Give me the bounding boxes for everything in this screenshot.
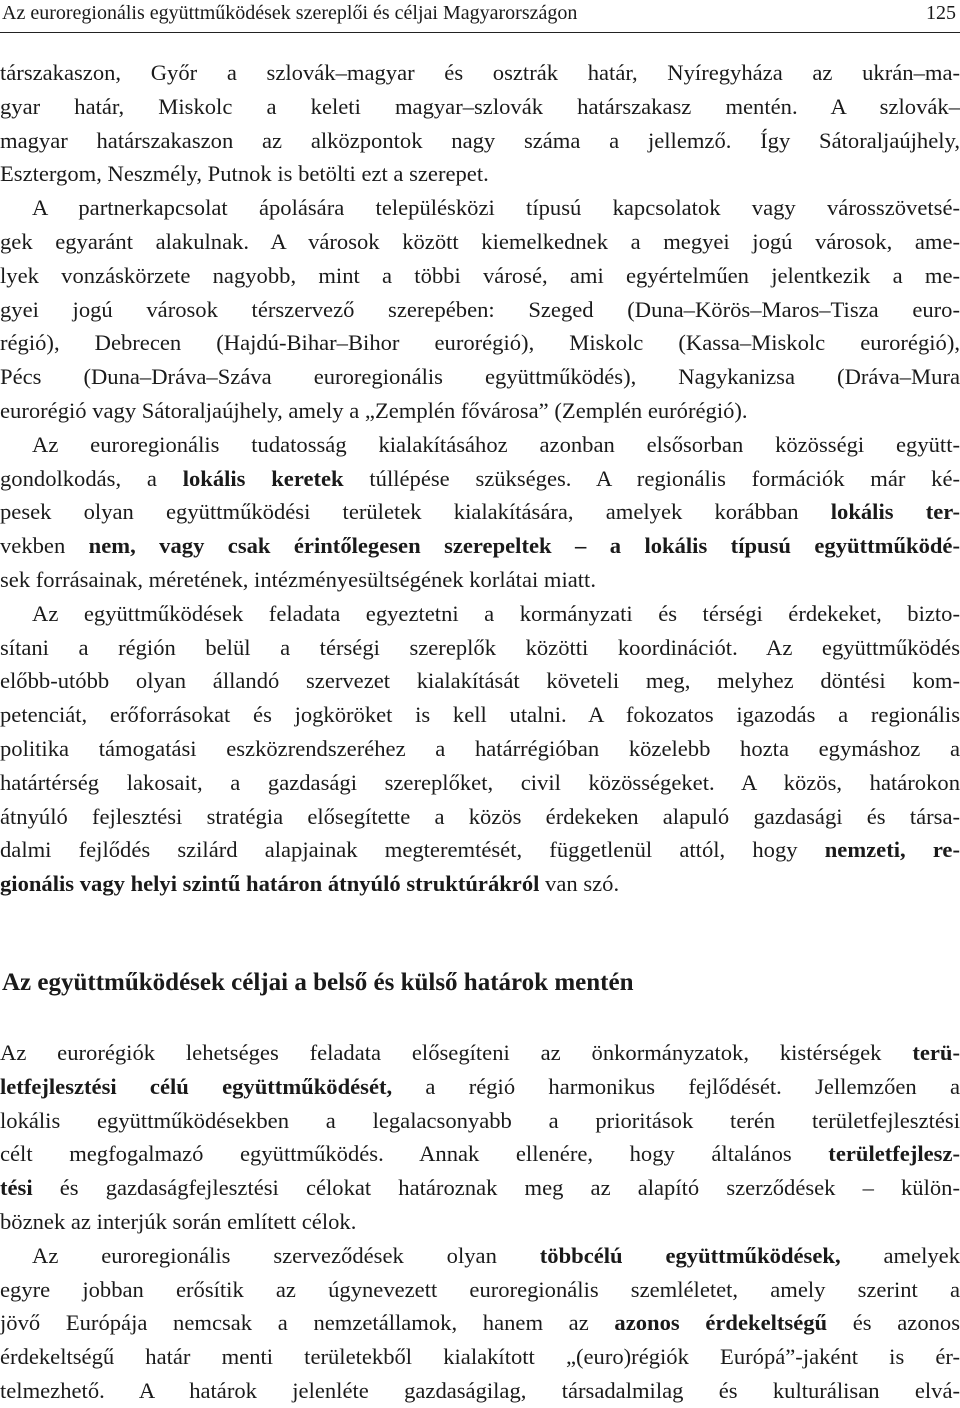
text-run: eurorégió vagy Sátoraljaújhely, amely a „Zemplén fővárosa” (Zemplén eurórégió). xyxy=(0,397,748,423)
bold-phrase: lokális ter- xyxy=(830,499,960,525)
text-line xyxy=(0,563,960,597)
text-line xyxy=(0,1137,960,1171)
text-run: és gazdaságfejlesztési célokat határoznak meg az alapító szerződések – külön- xyxy=(32,1175,960,1201)
text-line xyxy=(0,1374,960,1408)
text-run: telmezhető. A határok jelenléte gazdaságilag, társadalmilag és kulturálisan elvá- xyxy=(0,1377,960,1403)
text-line xyxy=(0,1205,960,1239)
text-run: lokális együttműködésekben a legalacsonyabb a prioritások terén területfejlesztési xyxy=(0,1107,960,1133)
text-run: van szó. xyxy=(539,871,620,897)
text-line xyxy=(0,1171,960,1205)
text-line xyxy=(0,259,960,293)
text-run: Az euroregionális szerveződések olyan xyxy=(32,1242,540,1268)
text-run: pesek olyan együttműködési területek kialakítására, amelyek korábban xyxy=(0,499,831,525)
text-line xyxy=(0,428,960,462)
text-line xyxy=(0,495,960,529)
text-run: Az együttműködések feladata egyeztetni a kormányzati és térségi érdekeket, bizto- xyxy=(32,600,960,626)
text-run: Esztergom, Neszmély, Putnok is betölti ezt a szerepet. xyxy=(0,161,489,187)
text-line xyxy=(0,225,960,259)
text-run: magyar határszakaszon az alközpontok nagy száma a jellemző. Így Sátoraljaújhely, xyxy=(0,127,960,153)
bold-phrase: letfejlesztési célú együttműködését, xyxy=(0,1073,393,1099)
bold-phrase: azonos érdekeltségű xyxy=(614,1310,828,1336)
text-line xyxy=(0,124,960,158)
running-header xyxy=(0,0,960,33)
text-run: vekben xyxy=(0,533,66,559)
text-line xyxy=(0,833,960,867)
text-run: érdekeltségű határ menti területekből kialakított „(euro)régiók Európá”-jaként is ér- xyxy=(0,1344,960,1370)
bold-phrase: lokális keretek xyxy=(182,465,344,491)
body-text-section-2 xyxy=(0,1036,960,1408)
text-run: lyek vonzáskörzete nagyobb, mint a többi városé, ami egyértelműen jelentkezik a me- xyxy=(0,262,960,288)
section-heading: Az együttműködések céljai a belső és külső határok mentén xyxy=(2,969,634,996)
text-run: Pécs (Duna–Dráva–Száva euroregionális együttműködés), Nagykanizsa (Dráva–Mura xyxy=(0,364,960,390)
text-run: böznek az interjúk során említett célok. xyxy=(0,1208,357,1234)
text-line xyxy=(0,1340,960,1374)
text-run: túllépése szükséges. A regionális formációk már ké- xyxy=(343,465,960,491)
text-line xyxy=(0,597,960,631)
text-line xyxy=(0,394,960,428)
text-run: és azonos xyxy=(827,1310,960,1336)
text-line xyxy=(0,1070,960,1104)
text-run: dalmi fejlődés szilárd alapjainak megteremtését, függetlenül attól, hogy xyxy=(0,837,825,863)
bold-phrase: tési xyxy=(0,1175,33,1201)
text-run: sek forrásainak, méretének, intézményesültségének korlátai miatt. xyxy=(0,566,596,592)
text-line xyxy=(0,56,960,90)
text-run: A partnerkapcsolat ápolására településközi típusú kapcsolatok vagy városszövetsé- xyxy=(32,195,960,221)
text-run: Az euroregionális tudatosság kialakításához azonban elsősorban közösségi együtt- xyxy=(32,431,960,457)
text-run: egyre jobban erősítik az úgynevezett euroregionális szemléletet, amely szerint a xyxy=(0,1276,960,1302)
text-run: Az eurorégiók lehetséges feladata elősegíteni az önkormányzatok, kistérségek xyxy=(0,1040,913,1065)
text-line xyxy=(0,90,960,124)
text-run: politika támogatási eszközrendszeréhez a határrégióban közelebb hozta egymáshoz a xyxy=(0,735,960,761)
text-run: gyar határ, Miskolc a keleti magyar–szlovák határszakasz mentén. A szlovák– xyxy=(0,93,960,119)
text-run: gyei jogú városok térszervező szerepében: Szeged (Duna–Körös–Maros–Tisza euro- xyxy=(0,296,960,322)
text-line xyxy=(0,1036,960,1070)
text-line xyxy=(0,157,960,191)
text-line xyxy=(0,800,960,834)
bold-phrase: terü- xyxy=(912,1040,960,1065)
text-line xyxy=(0,631,960,665)
text-line xyxy=(0,1104,960,1138)
text-run: előbb-utóbb olyan állandó szervezet kialakítását követeli meg, melyhez döntési kom- xyxy=(0,668,960,694)
text-line xyxy=(0,1239,960,1273)
text-line xyxy=(0,360,960,394)
text-run: gondolkodás, a xyxy=(0,465,183,491)
text-run: sítani a régión belül a térségi szereplők közötti koordinációt. Az együttműködés xyxy=(0,634,960,660)
text-run: gek egyaránt alakulnak. A városok között kiemelkednek a megyei jogú városok, ame- xyxy=(0,228,960,254)
page-number: 125 xyxy=(926,2,956,24)
bold-phrase: többcélú együttműködések, xyxy=(539,1242,841,1268)
text-run: a régió harmonikus fejlődését. Jellemzően a xyxy=(392,1073,960,1099)
text-run: határtérség lakosait, a gazdasági szereplőket, civil közösségeket. A közös, határokon xyxy=(0,769,960,795)
text-line xyxy=(0,191,960,225)
text-line xyxy=(0,462,960,496)
text-line xyxy=(0,766,960,800)
bold-phrase: nem, vagy csak érintőlegesen szerepeltek – a lokális típusú együttműködé- xyxy=(65,533,960,559)
body-text-section-1 xyxy=(0,56,960,901)
text-line xyxy=(0,698,960,732)
bold-phrase: területfejlesz- xyxy=(828,1141,960,1167)
running-header-title: Az euroregionális együttműködések szereplői és céljai Magyarországon xyxy=(2,2,578,24)
text-line xyxy=(0,867,960,901)
text-run: régió), Debrecen (Hajdú-Bihar–Bihor eurorégió), Miskolc (Kassa–Miskolc eurorégió), xyxy=(0,330,960,356)
text-line xyxy=(0,1273,960,1307)
text-run: átnyúló fejlesztési stratégia elősegítette a közös érdekeken alapuló gazdasági és társa- xyxy=(0,803,960,829)
text-run: petenciát, erőforrásokat és jogköröket is kell utalni. A fokozatos igazodás a regionális xyxy=(0,702,960,728)
text-line xyxy=(0,293,960,327)
text-line xyxy=(0,529,960,563)
bold-phrase: gionális vagy helyi szintű határon átnyúló struktúrákról xyxy=(0,871,540,897)
text-line xyxy=(0,732,960,766)
text-line xyxy=(0,1306,960,1340)
text-run: jövő Európája nemcsak a nemzetállamok, hanem az xyxy=(0,1310,615,1336)
bold-phrase: nemzeti, re- xyxy=(824,837,960,863)
text-run: célt megfogalmazó együttműködés. Annak ellenére, hogy általános xyxy=(0,1141,829,1167)
text-line xyxy=(0,664,960,698)
text-line xyxy=(0,326,960,360)
text-run: amelyek xyxy=(840,1242,960,1268)
text-run: társzakaszon, Győr a szlovák–magyar és osztrák határ, Nyíregyháza az ukrán–ma- xyxy=(0,60,960,85)
